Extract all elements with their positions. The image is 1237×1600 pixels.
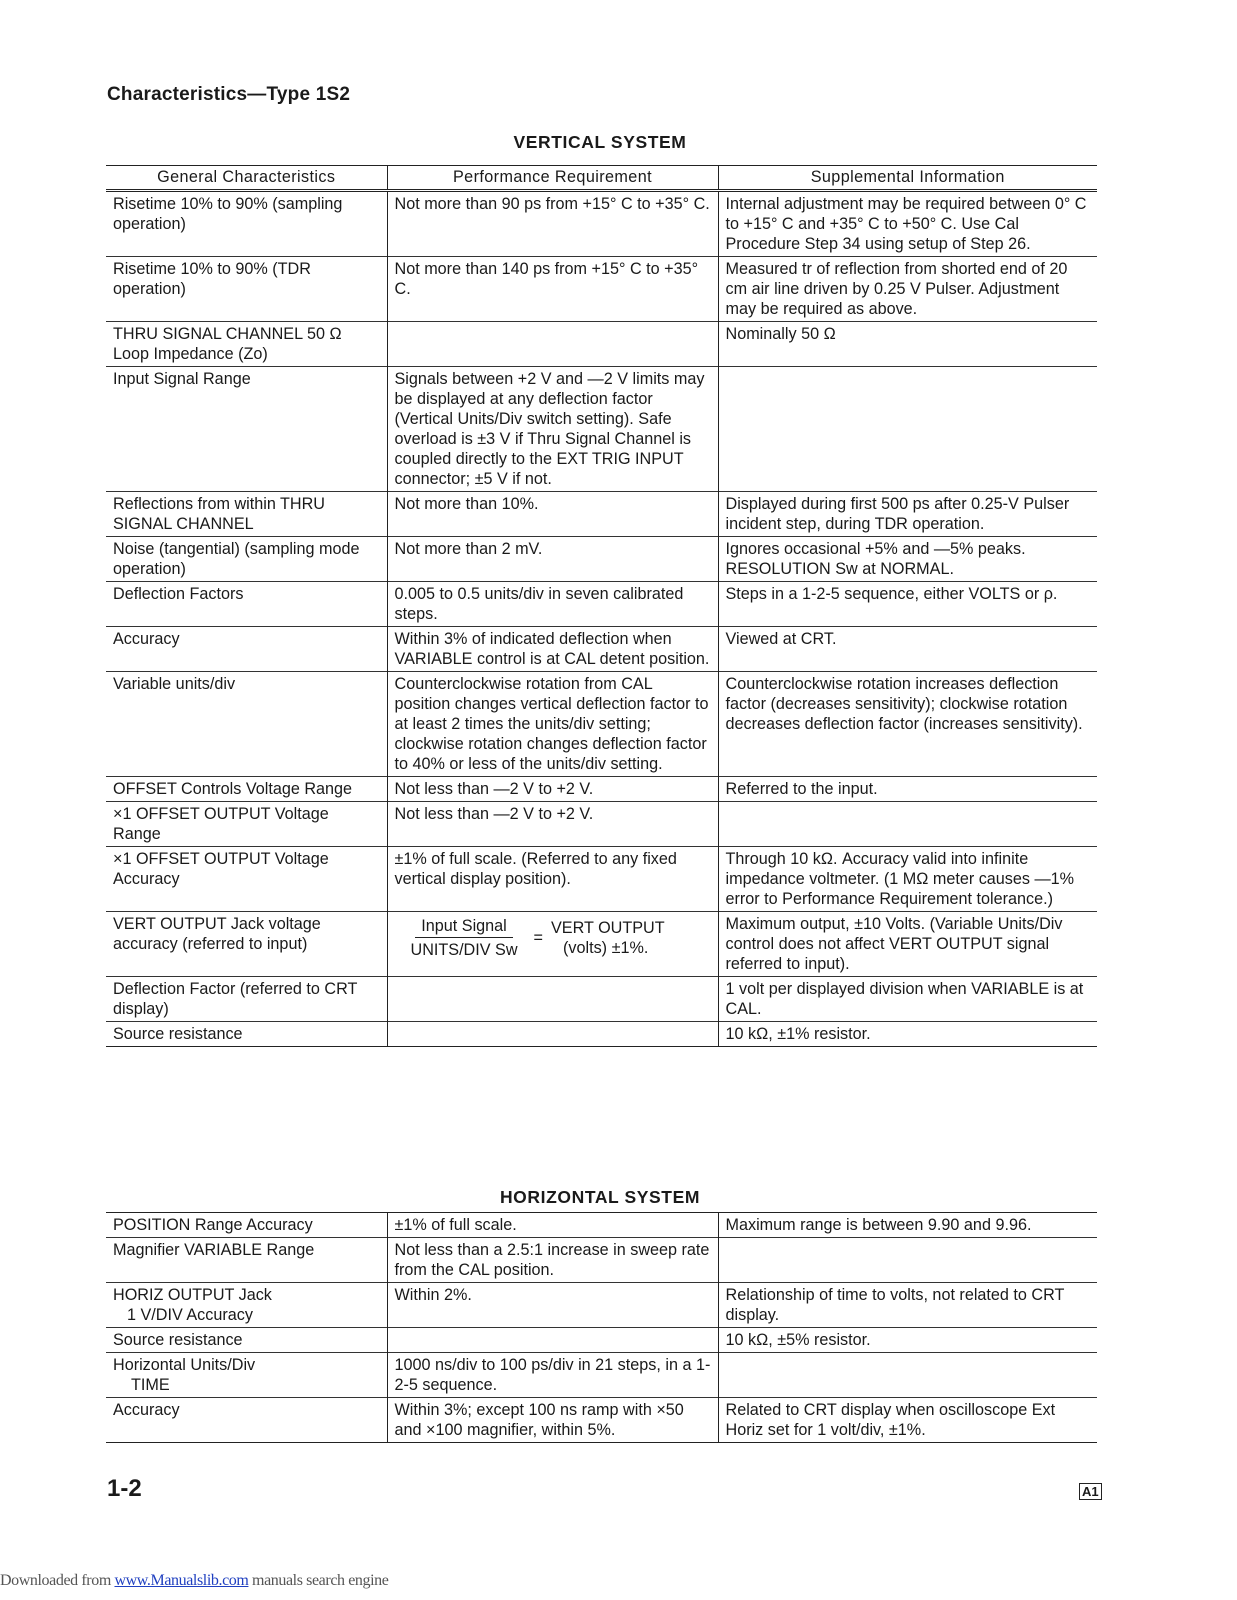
- page-header: Characteristics—Type 1S2: [107, 84, 351, 105]
- supplemental-cell: [718, 367, 1097, 492]
- supplemental-cell: Related to CRT display when oscilloscope Ext Horiz set for 1 volt/div, ±1%.: [718, 1398, 1097, 1443]
- characteristic-cell: Deflection Factor (referred to CRT display): [106, 977, 387, 1022]
- characteristic-label: HORIZ OUTPUT Jack: [113, 1286, 272, 1304]
- table-row: [106, 537, 1097, 582]
- requirement-cell: Not less than a 2.5:1 increase in sweep rate from the CAL position.: [387, 1238, 718, 1283]
- requirement-cell: ±1% of full scale. (Referred to any fixed vertical display position).: [387, 847, 718, 912]
- supplemental-cell: 10 kΩ, ±5% resistor.: [718, 1328, 1097, 1353]
- footer-suffix: manuals search engine: [248, 1572, 389, 1589]
- supplemental-cell: [718, 802, 1097, 847]
- table-row: [106, 1213, 1097, 1238]
- horizontal-system-title: HORIZONTAL SYSTEM: [499, 1187, 701, 1207]
- requirement-cell: [387, 1328, 718, 1353]
- table-row: [106, 977, 1097, 1022]
- characteristic-cell: Reflections from within THRU SIGNAL CHANNEL: [106, 492, 387, 537]
- characteristic-cell: [106, 1283, 387, 1328]
- characteristic-cell: Input Signal Range: [106, 367, 387, 492]
- requirement-cell: [387, 1022, 718, 1047]
- column-header: General Characteristics: [106, 166, 387, 191]
- supplemental-cell: Counterclockwise rotation increases deflection factor (decreases sensitivity); clockwise rotation decreases deflection factor (increases sensitivity).: [718, 672, 1097, 777]
- supplemental-cell: Ignores occasional +5% and —5% peaks. RESOLUTION Sw at NORMAL.: [718, 537, 1097, 582]
- supplemental-cell: Referred to the input.: [718, 777, 1097, 802]
- vert-output-formula: [395, 914, 711, 960]
- supplemental-cell: Displayed during first 500 ps after 0.25-V Pulser incident step, during TDR operation.: [718, 492, 1097, 537]
- table-row: [106, 322, 1097, 367]
- requirement-cell: 0.005 to 0.5 units/div in seven calibrated steps.: [387, 582, 718, 627]
- table-row: [106, 847, 1097, 912]
- requirement-cell: 1000 ns/div to 100 ps/div in 21 steps, in a 1-2-5 sequence.: [387, 1353, 718, 1398]
- characteristic-cell: Risetime 10% to 90% (TDR operation): [106, 257, 387, 322]
- characteristic-cell: [106, 1353, 387, 1398]
- formula-equals: =: [533, 929, 543, 947]
- vertical-system-table: [106, 165, 1097, 1047]
- characteristic-cell: POSITION Range Accuracy: [113, 1216, 313, 1234]
- formula-result-top: VERT OUTPUT: [551, 919, 665, 937]
- characteristic-cell: Source resistance: [106, 1022, 387, 1047]
- characteristic-cell: THRU SIGNAL CHANNEL 50 Ω Loop Impedance (Zo): [106, 322, 387, 367]
- requirement-cell: [387, 977, 718, 1022]
- supplemental-cell: 1 volt per displayed division when VARIABLE is at CAL.: [718, 977, 1097, 1022]
- characteristic-cell: Variable units/div: [106, 672, 387, 777]
- table-row: [106, 912, 1097, 977]
- formula-result-bottom: (volts) ±1%.: [563, 939, 649, 957]
- table-row: [106, 1328, 1097, 1353]
- table-row: [106, 1283, 1097, 1328]
- supplemental-cell: Through 10 kΩ. Accuracy valid into infinite impedance voltmeter. (1 MΩ meter causes —1% error to Performance Requirement tolerance.): [718, 847, 1097, 912]
- formula-denominator: UNITS/DIV Sw: [410, 941, 518, 959]
- characteristic-cell: Accuracy: [106, 1398, 387, 1443]
- table-row: [106, 492, 1097, 537]
- formula-numerator: Input Signal: [415, 916, 513, 938]
- requirement-cell: Within 3% of indicated deflection when VARIABLE control is at CAL detent position.: [387, 627, 718, 672]
- footer-prefix: Downloaded from: [0, 1572, 115, 1589]
- requirement-cell: Signals between +2 V and —2 V limits may be displayed at any deflection factor (Vertical Units/Div switch setting). Safe overload is ±3 V if Thru Signal Channel is coupled directly to the EXT TRIG INPUT connector; ±5 V if not.: [387, 367, 718, 492]
- characteristic-cell: ×1 OFFSET OUTPUT Voltage Accuracy: [106, 847, 387, 912]
- characteristic-cell: Source resistance: [106, 1328, 387, 1353]
- horizontal-system-table: [106, 1212, 1097, 1443]
- vertical-system-title: VERTICAL SYSTEM: [513, 132, 687, 152]
- requirement-cell: Not less than —2 V to +2 V.: [387, 777, 718, 802]
- requirement-cell: Not less than —2 V to +2 V.: [387, 802, 718, 847]
- characteristic-label: Horizontal Units/Div: [113, 1356, 256, 1374]
- column-header: Performance Requirement: [387, 166, 718, 191]
- characteristic-cell: Risetime 10% to 90% (sampling operation): [113, 195, 343, 233]
- requirement-cell: Counterclockwise rotation from CAL position changes vertical deflection factor to at least 2 times the units/div setting; clockwise rotation changes deflection factor to 40% or less of the units/div setting.: [387, 672, 718, 777]
- table-row: [106, 257, 1097, 322]
- supplemental-cell: Maximum range is between 9.90 and 9.96.: [718, 1213, 1097, 1238]
- table-row: [106, 672, 1097, 777]
- characteristic-sublabel: 1 V/DIV Accuracy: [127, 1306, 253, 1324]
- supplemental-cell: Viewed at CRT.: [718, 627, 1097, 672]
- table-row: [106, 1398, 1097, 1443]
- requirement-cell: Not more than 140 ps from +15° C to +35° C.: [387, 257, 718, 322]
- characteristic-cell: OFFSET Controls Voltage Range: [106, 777, 387, 802]
- table-row: [106, 1238, 1097, 1283]
- requirement-cell: Within 2%.: [387, 1283, 718, 1328]
- supplemental-cell: Steps in a 1-2-5 sequence, either VOLTS or ρ.: [718, 582, 1097, 627]
- characteristic-cell: Accuracy: [106, 627, 387, 672]
- characteristic-cell: Noise (tangential) (sampling mode operation): [106, 537, 387, 582]
- page-number: 1-2: [107, 1475, 142, 1502]
- characteristic-cell: ×1 OFFSET OUTPUT Voltage Range: [106, 802, 387, 847]
- supplemental-cell: Relationship of time to volts, not related to CRT display.: [718, 1283, 1097, 1328]
- table-row: [106, 1022, 1097, 1047]
- formula-result: [551, 918, 665, 958]
- supplemental-cell: [718, 1353, 1097, 1398]
- characteristic-cell: Deflection Factors: [106, 582, 387, 627]
- requirement-cell: Not more than 10%.: [387, 492, 718, 537]
- supplemental-cell: Nominally 50 Ω: [718, 322, 1097, 367]
- supplemental-cell: Measured tr of reflection from shorted end of 20 cm air line driven by 0.25 V Pulser. Adjustment may be required as above.: [718, 257, 1097, 322]
- supplemental-cell: 10 kΩ, ±1% resistor.: [718, 1022, 1097, 1047]
- table-row: [106, 367, 1097, 492]
- characteristic-sublabel: TIME: [131, 1376, 170, 1394]
- table-row: [106, 627, 1097, 672]
- requirement-cell: Within 3%; except 100 ns ramp with ×50 and ×100 magnifier, within 5%.: [387, 1398, 718, 1443]
- requirement-cell: Not more than 90 ps from +15° C to +35° C.: [387, 191, 718, 257]
- table-row: [106, 802, 1097, 847]
- characteristic-cell: Magnifier VARIABLE Range: [106, 1238, 387, 1283]
- requirement-cell: Not more than 2 mV.: [387, 537, 718, 582]
- download-footer: [0, 1572, 388, 1590]
- manualslib-link[interactable]: www.Manualslib.com: [114, 1572, 249, 1589]
- table-header-row: [106, 166, 1097, 191]
- requirement-cell: ±1% of full scale.: [387, 1213, 718, 1238]
- column-header: Supplemental Information: [718, 166, 1097, 191]
- supplemental-cell: [718, 1238, 1097, 1283]
- revision-badge: A1: [1079, 1483, 1102, 1500]
- supplemental-cell: Internal adjustment may be required between 0° C to +15° C and +35° C to +50° C. Use Cal Procedure Step 34 using setup of Step 26.: [718, 191, 1097, 257]
- formula-fraction: [405, 916, 524, 960]
- characteristic-cell: VERT OUTPUT Jack voltage accuracy (referred to input): [106, 912, 387, 977]
- table-row: [106, 191, 1097, 257]
- table-row: [106, 582, 1097, 627]
- requirement-cell: [387, 322, 718, 367]
- supplemental-cell: Maximum output, ±10 Volts. (Variable Units/Div control does not affect VERT OUTPUT signal referred to input).: [718, 912, 1097, 977]
- table-row: [106, 1353, 1097, 1398]
- table-row: [106, 777, 1097, 802]
- requirement-cell: [387, 912, 718, 977]
